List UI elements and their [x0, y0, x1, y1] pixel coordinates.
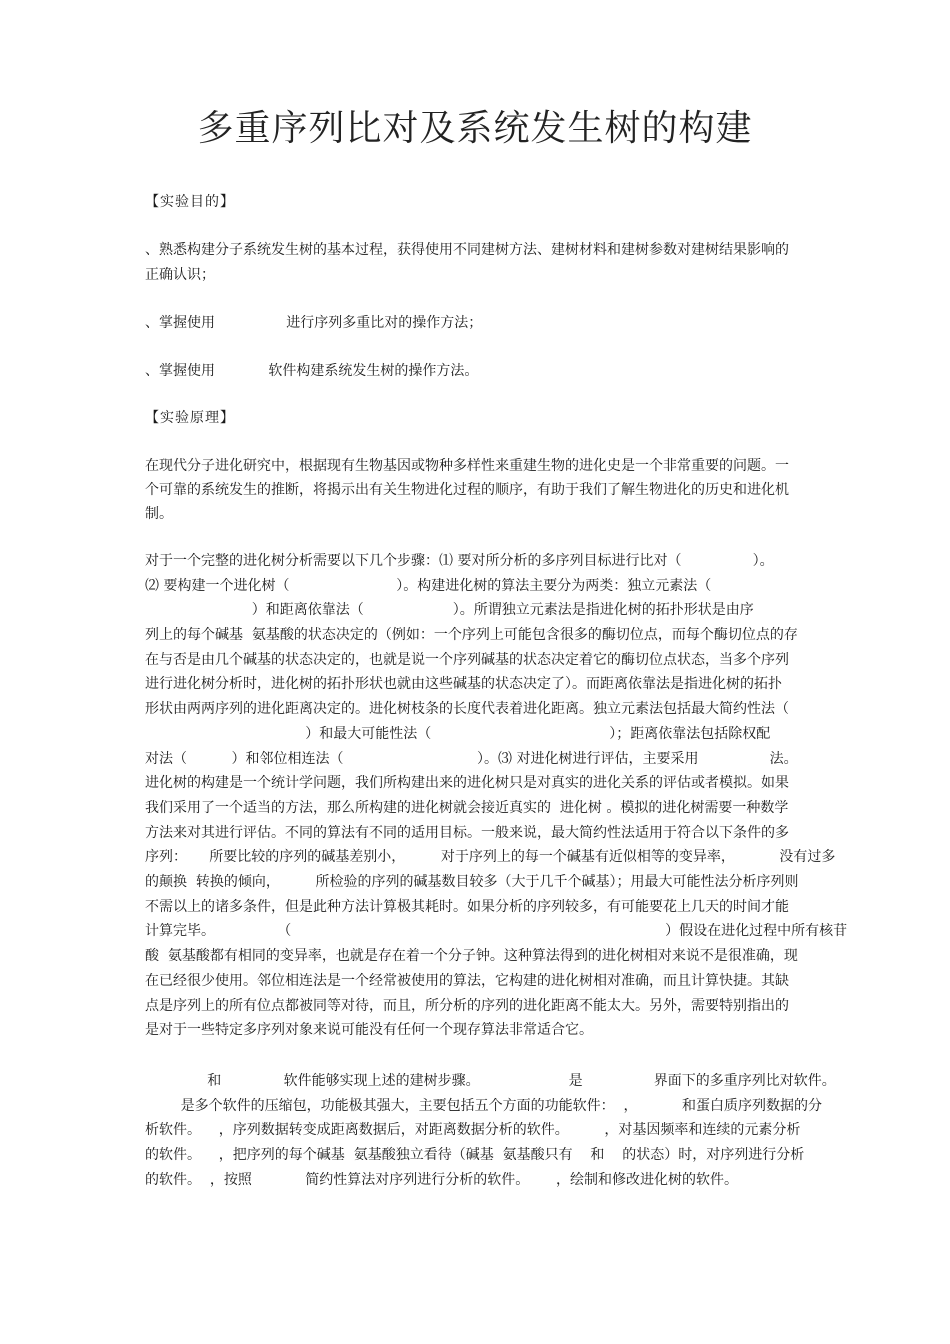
paragraph2-line: 我们采用了一个适当的方法，那么所构建的进化树就会接近真实的 进化树 。模拟的进化树需要一种数学 [145, 800, 789, 816]
purpose-item-1-cont: 正确认识； [145, 267, 215, 283]
paragraph2-line: 在已经很少使用。邻位相连法是一个经常被使用的算法，它构建的进化树相对准确，而且计算快捷。其缺 [145, 973, 789, 989]
purpose-item-1: 、熟悉构建分子系统发生树的基本过程，获得使用不同建树方法、建树材料和建树参数对建树结果影响的 [145, 242, 789, 258]
document-title: 多重序列比对及系统发生树的构建 [197, 108, 753, 149]
paragraph2-line: ）和最大可能性法（ ）；距离依靠法包括除权配 [145, 726, 771, 742]
paragraph2-line: 在与否是由几个碱基的状态决定的，也就是说一个序列碱基的状态决定着它的酶切位点状态，当多个序列 [145, 652, 789, 668]
paragraph2-line: 方法来对其进行评估。不同的算法有不同的适用目标。一般来说，最大简约性法适用于符合以下条件的多 [145, 825, 789, 841]
paragraph3-line: 析软件。 ，序列数据转变成距离数据后，对距离数据分析的软件。 ，对基因频率和连续的元素分析 [145, 1122, 801, 1138]
paragraph2-line: 不需以上的诸多条件，但是此种方法计算极其耗时。如果分析的序列较多，有可能要花上几天的时间才能 [145, 899, 789, 915]
paragraph1-line: 个可靠的系统发生的推断，将揭示出有关生物进化过程的顺序，有助于我们了解生物进化的历史和进化机 [145, 482, 789, 498]
paragraph2-line: 进化树的构建是一个统计学问题，我们所构建出来的进化树只是对真实的进化关系的评估或者模拟。如果 [145, 775, 789, 791]
paragraph2-line: 酸 氨基酸都有相同的变异率，也就是存在着一个分子钟。这种算法得到的进化树相对来说不是很准确，现 [145, 948, 798, 964]
purpose-heading: 【实验目的】 [145, 194, 235, 210]
paragraph2-line: 形状由两两序列的进化距离决定的。进化树枝条的长度代表着进化距离。独立元素法包括最大简约性法（ [145, 701, 789, 717]
paragraph2-line: 列上的每个碱基 氨基酸的状态决定的（例如：一个序列上可能包含很多的酶切位点，而每个酶切位点的存 [145, 627, 798, 643]
paragraph1-line: 制。 [145, 506, 173, 522]
paragraph2-line: 是对于一些特定多序列对象来说可能没有任何一个现存算法非常适合它。 [145, 1022, 593, 1038]
paragraph2-line: 对法（ ）和邻位相连法（ ）。⑶ 对进化树进行评估，主要采用 法。 [145, 751, 798, 767]
paragraph1-line: 在现代分子进化研究中，根据现有生物基因或物种多样性来重建生物的进化史是一个非常重要的问题。一 [145, 458, 789, 474]
purpose-item-2: 、掌握使用 进行序列多重比对的操作方法； [145, 315, 483, 331]
paragraph2-line: 进行进化树分析时，进化树的拓扑形状也就由这些碱基的状态决定了）。而距离依靠法是指进化树的拓扑 [145, 676, 782, 692]
principle-heading: 【实验原理】 [145, 410, 235, 426]
paragraph3-line: 和 软件能够实现上述的建树步骤。 是 界面下的多重序列比对软件。 [145, 1073, 836, 1089]
paragraph3-line: 的软件。 ，按照 简约性算法对序列进行分析的软件。 ，绘制和修改进化树的软件。 [145, 1172, 739, 1188]
paragraph2-line: ）和距离依靠法（ ）。所谓独立元素法是指进化树的拓扑形状是由序 [145, 602, 754, 618]
paragraph2-line: 的颠换 转换的倾向， 所检验的序列的碱基数目较多（大于几千个碱基）；用最大可能性法分析序列则 [145, 874, 799, 890]
paragraph3-line: 是多个软件的压缩包，功能极其强大，主要包括五个方面的功能软件： ， 和蛋白质序列数据的分 [145, 1098, 823, 1114]
paragraph2-line: ⑵ 要构建一个进化树（ ）。构建进化树的算法主要分为两类：独立元素法（ [145, 578, 712, 594]
paragraph2-line: 计算完毕。 （ ）假设在进化过程中所有核苷 [145, 923, 848, 939]
paragraph2-line: 对于一个完整的进化树分析需要以下几个步骤：⑴ 要对所分析的多序列目标进行比对（ ）。 [145, 553, 774, 569]
paragraph3-line: 的软件。 ，把序列的每个碱基 氨基酸独立看待（碱基 氨基酸只有 和 的状态）时，对序列进行分析 [145, 1147, 805, 1163]
paragraph2-line: 点是序列上的所有位点都被同等对待，而且，所分析的序列的进化距离不能太大。另外，需要特别指出的 [145, 998, 789, 1014]
paragraph2-line: 序列： 所要比较的序列的碱基差别小， 对于序列上的每一个碱基有近似相等的变异率， 没有过多 [145, 849, 836, 865]
purpose-item-3: 、掌握使用 软件构建系统发生树的操作方法。 [145, 363, 479, 379]
